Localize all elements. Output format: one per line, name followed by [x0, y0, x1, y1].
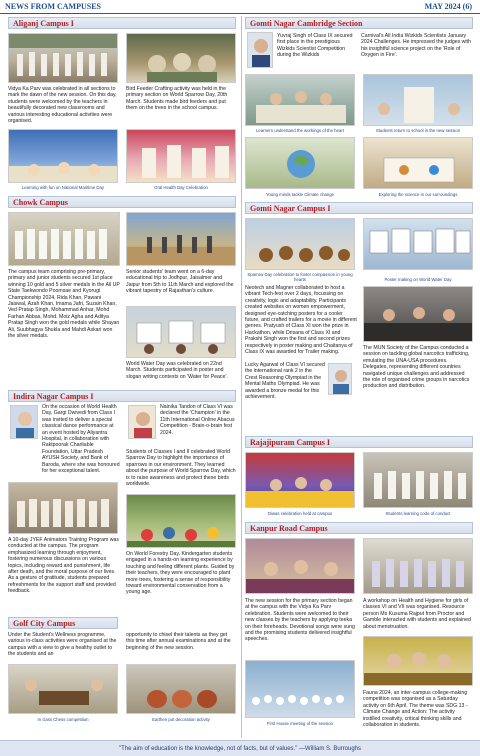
rajajipuram-caption-1: Diwas celebration held at campus [267, 511, 333, 516]
aliganj-photo-4 [126, 129, 236, 183]
aliganj-text-1: Vidya Ka Parv was celebrated in all sections to mark the dawn of the new session. On this day, students were welcomed by the teachers in beautifully decorated new classrooms and various interesting educational activities were organised. [8, 86, 117, 125]
climate-change-illustration [246, 138, 355, 189]
aliganj-caption-1: Learning with fun on National Maritime Day [21, 185, 105, 190]
gomti-cambridge-caption-2: Students return to school in the new session [375, 128, 461, 133]
poster-making-illustration [364, 219, 473, 270]
gomti-cambridge-text-2: Carnival's All India Wizkids Scientists January 2024 Challenges. He impressed the judges with his insightful science project on the 'Role of Oxygen in Fire'. [361, 33, 471, 59]
gomti1-photo-3 [363, 286, 473, 342]
golf-section-title: Golf City Campus [8, 617, 118, 629]
chowk-text-2: Senior students' team went on a 6-day educational trip to Jodhpur, Jaisalmer and Jaipur from 5th to 11th March and explored the vibrant tapestry of Rajasthan's culture. [126, 269, 234, 295]
kanpur-text-1: The new session for the primary section began at the campus with the Vidya Ka Parv celebration. Students were welcomed to their new classes by the teachers by applying teeka on their foreheads. Devotional songs were sung and the promising students delivered insightful speeches. [245, 598, 355, 643]
chowk-text-1: The campus team comprising pre-primary, primary and junior students secured 1st place winning 10 gold and 5 silver medals in the All UP State Taekwondo Poomsae and Kyorugi Championship 2024. Rida Khan, Pawani Jaiswal, Azah Khan, Imama Jafri, Suzain Khan, Ved Pratap Singh, Mohammad Anhar, Mohd Farhan Abbas, Mohd. Moiz Agha and Aditya Pratap Singh won the gold medals while Shayan Ali, Suubhagya Shukla and Mahdi Askari won the silver medals. [8, 269, 120, 340]
column-divider [241, 16, 242, 738]
aliganj-photo-3 [8, 129, 118, 183]
nainika-portrait [128, 405, 156, 439]
golf-caption-1: In class Chess competition [37, 717, 89, 722]
science-exploration-illustration [364, 138, 473, 189]
fauna-competition-illustration [364, 637, 473, 686]
aliganj-caption-2: Oral Health Day Celebration [154, 185, 208, 190]
kanpur-text-2: A workshop on Health and Hygiene for girls of classes VI and VII was organised. Resource person Ms Kusuma Rajput from Proctor and Gamble interacted with students and explained about menstruation. [363, 598, 471, 630]
student-portrait-illustration [248, 33, 273, 68]
pot-decoration-illustration [127, 665, 236, 714]
house-meeting-illustration [246, 661, 355, 718]
footer-quote: "The aim of education is the knowledge, not of facts, but of values." —William S. Burroughs [0, 740, 480, 756]
oral-health-illustration [127, 130, 236, 183]
heart-model-illustration [246, 75, 355, 126]
chowk-photo-2 [126, 212, 236, 266]
chess-competition-illustration [9, 665, 118, 714]
sparrow-day-illustration [246, 219, 355, 270]
aliganj-photo-2 [126, 33, 236, 83]
kanpur-caption-1: First House meeting of the session [266, 721, 334, 726]
return-to-school-illustration [364, 75, 473, 126]
chowk-photo-3 [126, 306, 236, 358]
indira-text-4: A 10-day JYEF Animators Training Program was conducted at the campus. The program emphasized learning through enjoyment, fostering numerous discussions on various topics, including reward and punishment, life after death, and the moral purpose of our lives. As a gesture of gratitude, students prepared refreshments for the support staff and provided feedback. [8, 537, 119, 595]
gargi-portrait [10, 405, 38, 439]
chowk-text-3: World Water Day was celebrated on 22nd March. Students participated in poster and slogan writing contests on 'Water for Peace'. [126, 361, 228, 380]
kanpur-text-3: Fauna 2024, an inter-campus college-making competition was organised as a Saturday activity on 6th April. The theme was SDG 13 - Climate Change and Action: The activity instilled creativity, critical thinking skills and collaboration in students. [363, 690, 468, 729]
rajajipuram-section-title: Rajajipuram Campus I [245, 436, 473, 448]
kanpur-photo-4 [245, 660, 355, 718]
rajajipuram-photo-2 [363, 452, 473, 508]
yuvraj-portrait [247, 32, 273, 68]
mun-session-illustration [364, 287, 473, 342]
indira-photo-1 [8, 482, 118, 534]
rajajipuram-caption-2: Students learning code of conduct [385, 511, 451, 516]
indira-text-1: On the occasion of World Health Day, Gargi Dwivedi from Class I was invited to deliver a special classical dance performance at an event hosted by Aliyantra Hospital, in collaboration with Raktpoorak Charitable Foundation, Uttar Pradesh AYUSH Society, and Bank of Baroda, where she was honoured for her exceptional talent. [42, 404, 120, 475]
indira-text-2: Nainika Tandon of Class VI was declared the 'Champion' in the 11th International Online Abacus Competition - Brain-o-brain fest 2024. [160, 404, 235, 436]
gomti1-photo-1 [245, 218, 355, 270]
gomti1-text-3: The MUN Society of the Campus conducted a session on tackling global narcotics trafficking, emulating the UNA-USA procedures. Delegates, representing different countries navigated unique challenges and addressed the role of organised crime groups in narcotics production and distribution. [363, 345, 470, 390]
aliganj-text-2: Bird Feeder Crafting activity was held in the primary section on World Sparrow Day, 20th March. Students made bird feeders and put them on the trees in the school campus. [126, 86, 228, 112]
rajasthan-trip-illustration [127, 213, 236, 266]
gomti1-text-1: Neotech and Magner collaborated to host a vibrant Tech-fest over 2 days, focussing on creativity, logic and adaptability. Participants created websites on women empowerment, designed eye-catching posters for a cooler future, and crafted trailers for a movie in different genres. Pratyush of Class XI won the prize in Hackathon, while Drisana of Class XI and Prakshi Singh won the first and second prizes respectively in poster making and Chaitanya of Class IX was awarded for Trailer making. [245, 285, 357, 356]
kanpur-photo-3 [363, 636, 473, 686]
water-day-posters-illustration [127, 307, 236, 358]
kanpur-photo-1 [245, 538, 355, 594]
taekwondo-team-illustration [9, 213, 120, 266]
golf-text-2: opportunity to chisel their talents as they get this time after annual examinations and at the beginning of the new session. [126, 632, 231, 651]
gomti1-caption-2: Poster making on World Water Day [384, 277, 452, 282]
chowk-section-title: Chowk Campus [8, 196, 236, 208]
kanpur-photo-2 [363, 538, 473, 594]
code-of-conduct-illustration [364, 453, 473, 508]
kanpur-section-title: Kanpur Road Campus [245, 522, 473, 534]
bird-feeder-illustration [127, 34, 236, 83]
students-group-illustration [9, 34, 118, 83]
diwas-celebration-illustration [246, 453, 355, 508]
gomti-cambridge-photo-3 [245, 137, 355, 189]
rajajipuram-photo-1 [245, 452, 355, 508]
indira-section-title: Indira Nagar Campus I [8, 390, 236, 402]
issue-date: MAY 2024 (6) [424, 2, 472, 11]
training-program-illustration [9, 483, 118, 534]
gomti-cambridge-photo-4 [363, 137, 473, 189]
gomti-cambridge-photo-2 [363, 74, 473, 126]
gomti-cambridge-caption-1: Learners understand the workings of the heart [256, 128, 344, 133]
forestry-day-illustration [127, 495, 236, 548]
gomti-cambridge-caption-4: Exploring the science in our surroundings [378, 192, 458, 197]
page-header [0, 0, 480, 14]
lucky-portrait [328, 363, 352, 395]
vidya-ka-parv-illustration [246, 539, 355, 594]
aliganj-photo-1 [8, 33, 118, 83]
indira-photo-2 [126, 494, 236, 548]
student-portrait-illustration [11, 406, 38, 439]
golf-photo-1 [8, 664, 118, 714]
gomti-cambridge-text-1: Yuvraj Singh of Class IX secured first place in the prestigious Wizkids Scientist Competition during the Wizkids [277, 33, 353, 59]
student-portrait-illustration [129, 406, 156, 439]
gomti-cambridge-photo-1 [245, 74, 355, 126]
golf-caption-2: Earthen pot decoration activity [152, 717, 210, 722]
gomti-cambridge-section-title: Gomti Nagar Cambridge Section [245, 17, 473, 29]
golf-photo-2 [126, 664, 236, 714]
student-portrait-illustration [329, 364, 352, 395]
golf-text-1: Under the Student's Wellness programme, various in-class activities were organised at the campus with a view to give a healthy outlet to the students and an [8, 632, 117, 658]
aliganj-section-title: Aliganj Campus I [8, 17, 236, 29]
gomti1-section-title: Gomti Nagar Campus I [245, 202, 473, 214]
maritime-day-illustration [9, 130, 118, 183]
gomti1-caption-1: Sparrow Day celebration to foster compassion in young hearts [247, 272, 353, 282]
health-workshop-illustration [364, 539, 473, 594]
indira-text-5: On World Forestry Day, Kindergarten students engaged in a hands-on learning experience by touching and feeling different plants. Guided by their teachers, they were encouraged to plant more trees, fostering a sense of responsibility toward environmental conservation from a young age. [126, 551, 235, 596]
gomti-cambridge-caption-3: Young minds tackle Climate change [265, 192, 335, 197]
indira-text-3: Students of Classes I and II celebrated World Sparrow Day to highlight the importance of sparrows in our environment. They learned about the purpose of World Sparrow Day, which is to raise awareness and protect these birds worldwide. [126, 449, 236, 488]
chowk-photo-1 [8, 212, 120, 266]
gomti1-text-2: Lucky Agarwal of Class VI secured the international rank 2 in the Crest Reasoning Olympiad in the Mental Maths Olympiad. He was awarded a bronze medal for this achievement. [245, 362, 325, 401]
gomti1-photo-2 [363, 218, 473, 270]
newsletter-title: NEWS FROM CAMPUSES [5, 2, 102, 11]
